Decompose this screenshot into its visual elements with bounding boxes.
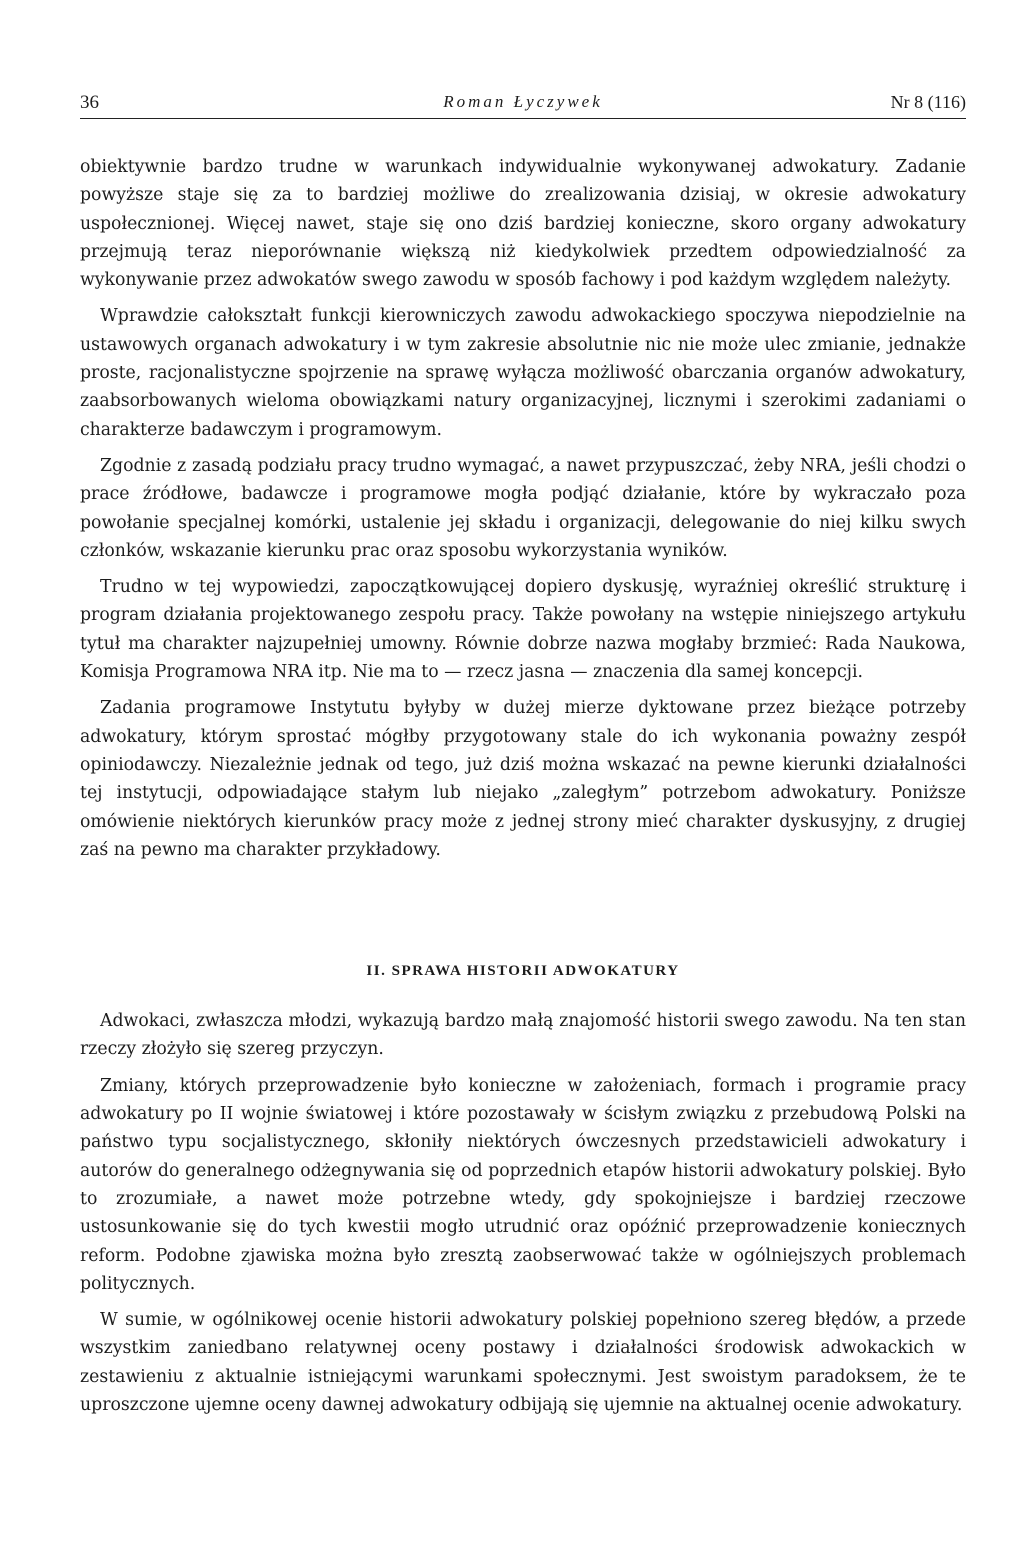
body-text bbox=[80, 153, 966, 864]
paragraph: Zadania programowe Instytutu byłyby w dużej mierze dyktowane przez bieżące potrzeby adwokatury, którym sprostać mógłby przygotowany stale do ich wykonania poważny zespół opiniodawczy. Niezależnie jednak od tego, już dziś można wskazać na pewne kierunki działalności tej instytucji, odpowiadające stałym lub niejako „zaległym” potrzebom adwokatury. Poniższe omówienie niektórych kierunków pracy może z jednej strony mieć charakter dyskusyjny, z drugiej zaś na pewno ma charakter przykładowy. bbox=[80, 698, 966, 860]
paragraph: Zmiany, których przeprowadzenie było konieczne w założeniach, formach i programie pracy adwokatury po II wojnie światowej i które pozostawały w ścisłym związku z przebudową Polski na państwo typu socjalistycznego, skłoniły niektórych ówczesnych przedstawicieli adwokatury i autorów do generalnego odżegnywania się od poprzednich etapów historii adwokatury polskiej. Było to zrozumiałe, a nawet może potrzebne wtedy, gdy spokojniejsze i bardziej rzeczowe ustosunkowanie się do tych kwestii mogło utrudnić oraz opóźnić przeprowadzenie koniecznych reform. Podobne zjawiska można było zresztą zaobserwować także w ogólniejszych problemach politycznych. bbox=[80, 1075, 966, 1294]
running-author: Roman Łyczywek bbox=[443, 92, 603, 111]
paragraph: obiektywnie bardzo trudne w warunkach indywidualnie wykonywanej adwokatury. Zadanie powyższe staje się za to bardziej możliwe do zrealizowania dzisiaj, w okresie adwokatury uspołecznionej. Więcej nawet, staje się ono dziś bardziej konieczne, skoro organy adwokatury przejmują teraz nieporównanie większą niż kiedykolwiek przedtem odpowiedzialność za wykonywanie przez adwokatów swego zawodu w sposób fachowy i pod każdym względem należyty. bbox=[80, 157, 966, 291]
paragraph: Wprawdzie całokształt funkcji kierowniczych zawodu adwokackiego spoczywa niepodzielnie na ustawowych organach adwokatury i w tym zakresie absolutnie nic nie może ulec zmianie, jednakże proste, racjonalistyczne spojrzenie na sprawę wyłącza możliwość obarczania organów adwokatury, zaabsorbowanych wieloma obowiązkami natury organizacyjnej, licznymi i szerokimi zadaniami o charakterze badawczym i programowym. bbox=[80, 306, 966, 440]
paragraph: W sumie, w ogólnikowej ocenie historii adwokatury polskiej popełniono szereg błędów, a przede wszystkim zaniedbano relatywnej oceny postawy i działalności środowisk adwokackich w zestawieniu z aktualnie istniejącymi warunkami społecznymi. Jest swoistym paradoksem, że te uproszczone ujemne oceny dawnej adwokatury odbijają się ujemnie na aktualnej ocenie adwokatury. bbox=[80, 1310, 966, 1415]
page-number: 36 bbox=[80, 92, 99, 113]
issue-number: Nr 8 (116) bbox=[890, 92, 966, 112]
section-heading: II. SPRAWA HISTORII ADWOKATURY bbox=[366, 963, 680, 980]
running-header bbox=[80, 92, 966, 119]
paragraph: Adwokaci, zwłaszcza młodzi, wykazują bardzo małą znajomość historii swego zawodu. Na ten stan rzeczy złożyło się szereg przyczyn. bbox=[80, 1011, 966, 1060]
section-body bbox=[80, 1007, 966, 1419]
document-page bbox=[80, 92, 966, 1419]
paragraph: Zgodnie z zasadą podziału pracy trudno wymagać, a nawet przypuszczać, żeby NRA, jeśli chodzi o prace źródłowe, badawcze i programowe mogła podjąć działanie, które by wykraczało poza powołanie specjalnej komórki, ustalenie jej składu i organizacji, delegowanie do niej kilku swych członków, wskazanie kierunku prac oraz sposobu wykorzystania wyników. bbox=[80, 455, 966, 561]
paragraph: Trudno w tej wypowiedzi, zapoczątkowującej dopiero dyskusję, wyraźniej określić strukturę i program działania projektowanego zespołu pracy. Także powołany na wstępie niniejszego artykułu tytuł ma charakter najzupełniej umowny. Równie dobrze nazwa mogłaby brzmieć: Rada Naukowa, Komisja Programowa NRA itp. Nie ma to — rzecz jasna — znaczenia dla samej koncepcji. bbox=[80, 577, 966, 683]
